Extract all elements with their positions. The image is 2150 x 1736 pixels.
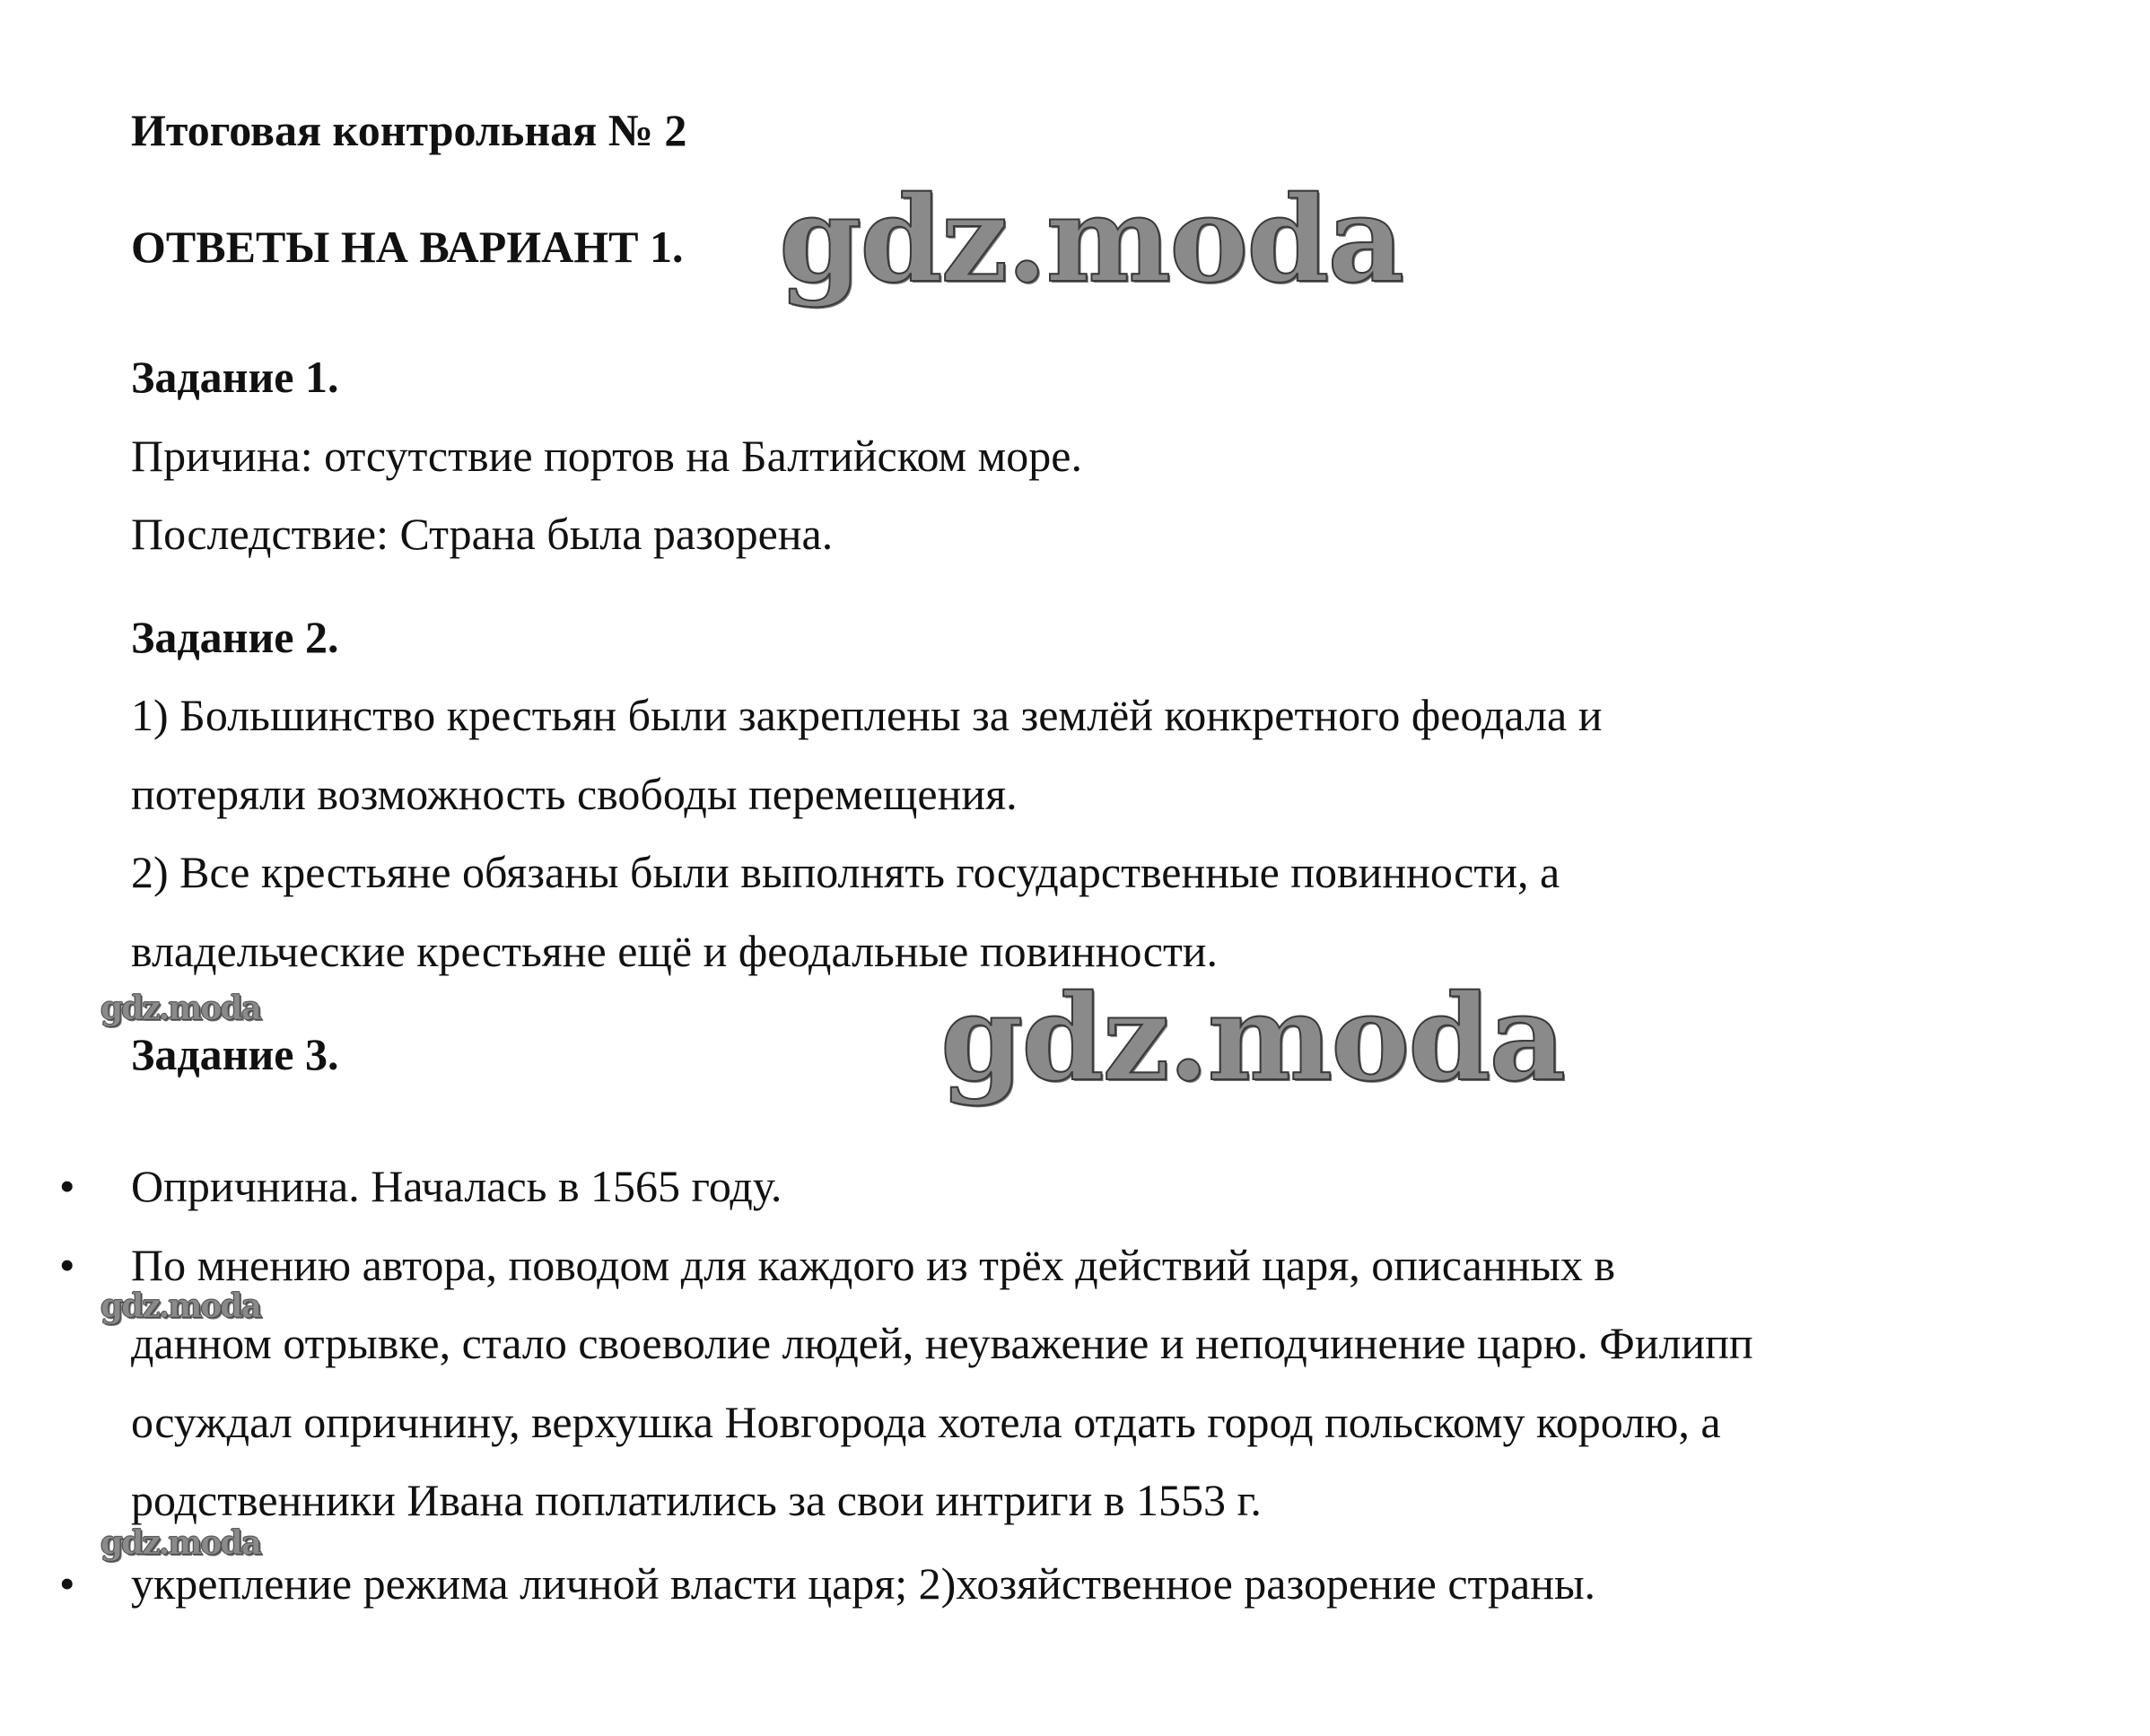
bullet-marker: • bbox=[59, 1161, 75, 1211]
watermark-logo-small: gdz.moda bbox=[101, 1287, 260, 1325]
task3-item-2-line-1: По мнению автора, поводом для каждого из трёх действий царя, описанных в bbox=[131, 1240, 1615, 1290]
task2-line-4: владельческие крестьяне ещё и феодальные повинности. bbox=[131, 926, 1219, 976]
task2-line-1: 1) Большинство крестьян были закреплены за землёй конкретного феодала и bbox=[131, 690, 1603, 740]
task1-cause: Причина: отсутствие портов на Балтийском море. bbox=[131, 431, 1082, 481]
task3-item-2-line-4: родственники Ивана поплатились за свои интриги в 1553 г. bbox=[131, 1475, 1262, 1525]
task2-line-3: 2) Все крестьяне обязаны были выполнять государственные повинности, а bbox=[131, 847, 1560, 897]
watermark-logo-small: gdz.moda bbox=[101, 990, 260, 1027]
watermark-logo-large: gdz.moda bbox=[940, 969, 1565, 1108]
bullet-marker: • bbox=[59, 1558, 75, 1609]
task3-item-2-line-2: данном отрывке, стало своеволие людей, неуважение и неподчинение царю. Филипп bbox=[131, 1318, 1753, 1368]
task3-item-2-line-3: осуждал опричнину, верхушка Новгорода хотела отдать город польскому королю, а bbox=[131, 1397, 1721, 1447]
task1-heading: Задание 1. bbox=[131, 352, 339, 402]
watermark-logo-small: gdz.moda bbox=[101, 1524, 260, 1562]
watermark-logo-large: gdz.moda bbox=[779, 170, 1403, 310]
task3-heading: Задание 3. bbox=[131, 1029, 339, 1079]
variant-heading: ОТВЕТЫ НА ВАРИАНТ 1. bbox=[131, 222, 684, 272]
document-title: Итоговая контрольная № 2 bbox=[131, 105, 687, 155]
task1-consequence: Последствие: Страна была разорена. bbox=[131, 509, 834, 559]
task3-item-3: укрепление режима личной власти царя; 2)хозяйственное разорение страны. bbox=[131, 1558, 1596, 1609]
task3-item-1: Опричнина. Началась в 1565 году. bbox=[131, 1161, 782, 1211]
task2-line-2: потеряли возможность свободы перемещения. bbox=[131, 769, 1018, 819]
bullet-marker: • bbox=[59, 1240, 75, 1290]
task2-heading: Задание 2. bbox=[131, 612, 339, 662]
